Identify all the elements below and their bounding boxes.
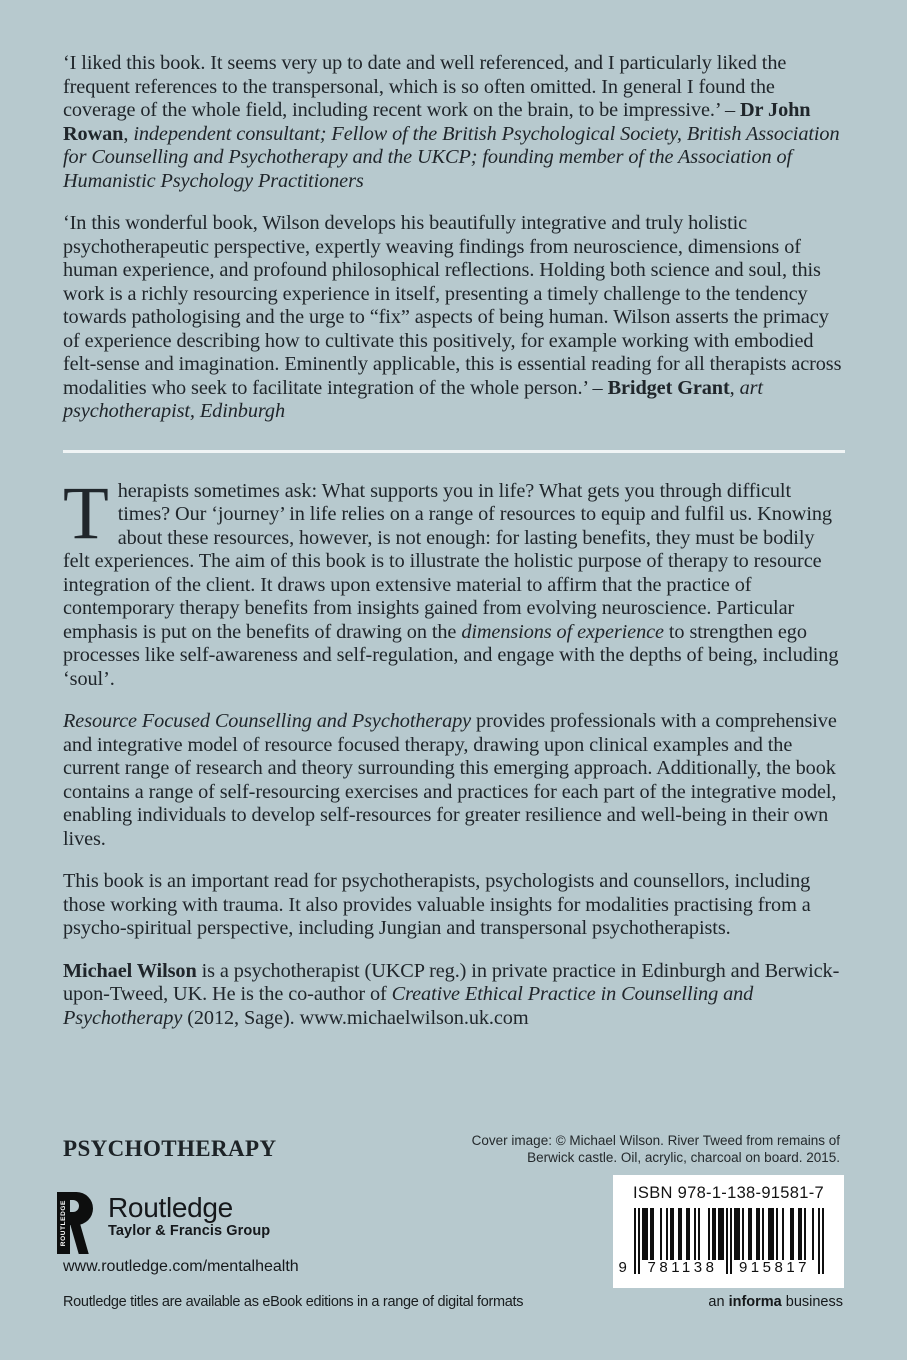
barcode-digit-first: 9 [618, 1259, 627, 1276]
synopsis-paragraph [63, 710, 845, 851]
description-paragraph [63, 471, 845, 692]
audience-paragraph: This book is an important read for psychotherapists, psychologists and counsellors, including those working with trauma. It also provides valuable insights for modalities practising from a psycho-spiritual perspective, including Jungian and transpersonal psychotherapists. [63, 870, 811, 939]
isbn-barcode-box [613, 1175, 844, 1288]
barcode [618, 1208, 824, 1278]
reviewer-role: independent consultant; Fellow of the British Psychological Society, British Association for Counselling and Psychotherapy and the UKCP; founding member of the Association of Humanistic Psychology Practitioners [63, 122, 840, 192]
routledge-logo-mark [57, 1192, 99, 1254]
ebook-availability-note: Routledge titles are available as eBook editions in a range of digital formats [63, 1294, 524, 1310]
author-bio [63, 960, 845, 1031]
author-bio-text: (2012, Sage). www.michaelwilson.uk.com [182, 1006, 529, 1029]
taylor-francis-group: Taylor & Francis Group [108, 1223, 271, 1239]
routledge-name: Routledge [108, 1192, 233, 1223]
section-divider [63, 450, 845, 453]
attribution-separator: , [729, 376, 740, 399]
synopsis-text: provides professionals with a comprehensive and integrative model of resource focused therapy, drawing upon clinical examples and the current range of research and theory surrounding this emerging approach. Additionally, the book contains a range of self-resourcing exercises and practices for each part of the integrative model, enabling individuals to develop self-resources for greater resilience and well-being in their own lives. [63, 710, 837, 850]
informa-wordmark: informa [728, 1294, 782, 1310]
drop-cap: T [63, 471, 109, 555]
category-label: PSYCHOTHERAPY [63, 1136, 277, 1161]
review-quote-1 [63, 52, 845, 193]
description-text: to strengthen ego processes like self-awareness and self-regulation, and engage with the depths of being, including ‘soul’. [63, 620, 839, 690]
routledge-vertical-text: ROUTLEDGE [57, 1192, 70, 1254]
routledge-r-leg [69, 1221, 88, 1254]
barcode-digits-left: 781138 [647, 1259, 718, 1276]
cover-image-credit-line1: Cover image: © Michael Wilson. River Tweed from remains of [471, 1133, 840, 1148]
barcode-digits-right: 915817 [738, 1259, 811, 1276]
author-bio-text: is a psychotherapist (UKCP reg.) in private practice in Edinburgh and Berwick-upon-Tweed, UK. He is the co-author of [63, 959, 840, 1005]
routledge-logo-text [108, 1192, 270, 1239]
isbn-label: ISBN 978-1-138-91581-7 [633, 1184, 824, 1202]
emphasis-dimensions-of-experience: dimensions of experience [461, 620, 664, 643]
cover-image-credit-line2: Berwick castle. Oil, acrylic, charcoal on board. 2015. [527, 1149, 840, 1165]
author-name: Michael Wilson [63, 959, 197, 982]
informa-business-line: an informa business [708, 1294, 843, 1310]
review-quote-2 [63, 212, 845, 424]
publisher-url: www.routledge.com/mentalhealth [63, 1258, 299, 1275]
reviewer-name: Dr John Rowan [63, 99, 811, 145]
attribution-separator: , [123, 122, 134, 145]
cover-image-credit [472, 1133, 840, 1166]
description-text: herapists sometimes ask: What supports you in life? What gets you through difficult times? Our ‘journey’ in life relies on a range of resources to equip and fulfil us. Knowing about these resources, however, is not enough: for lasting benefits, they must be bodily felt experiences. The aim of this book is to illustrate the holistic purpose of therapy to resource integration of the client. It draws upon extensive material to affirm that the practice of contemporary therapy benefits from insights gained from evolving neuroscience. Particular emphasis is put on the benefits of drawing on the [63, 479, 832, 643]
reviewer-name: Bridget Grant [607, 376, 730, 399]
quote-text: ‘In this wonderful book, Wilson develops his beautifully integrative and truly holistic psychotherapeutic perspective, expertly weaving findings from neuroscience, dimensions of human experience, and profound philosophical reflections. Holding both science and soul, this work is a richly resourcing experience in itself, presenting a timely challenge to the tendency towards pathologising and the urge to “fix” aspects of being human. Wilson asserts the primacy of experience describing how to cultivate this positively, for example working with embodied felt-sense and imagination. Eminently applicable, this is essential reading for all therapists across modalities who seek to facilitate integration of the whole person.’ – [63, 212, 842, 399]
reviewer-role: art psychotherapist, Edinburgh [63, 376, 763, 422]
back-cover-text-column [63, 52, 845, 1049]
author-other-book-title: Creative Ethical Practice in Counselling and Psychotherapy [63, 983, 754, 1029]
book-title-italic: Resource Focused Counselling and Psychotherapy [63, 710, 472, 732]
quote-text: ‘I liked this book. It seems very up to date and well referenced, and I particularly liked the frequent references to the transpersonal, which is so often omitted. In general I found the coverage of the whole field, including recent work on the brain, to be impressive.’ – [63, 52, 787, 121]
routledge-logo [57, 1192, 270, 1254]
